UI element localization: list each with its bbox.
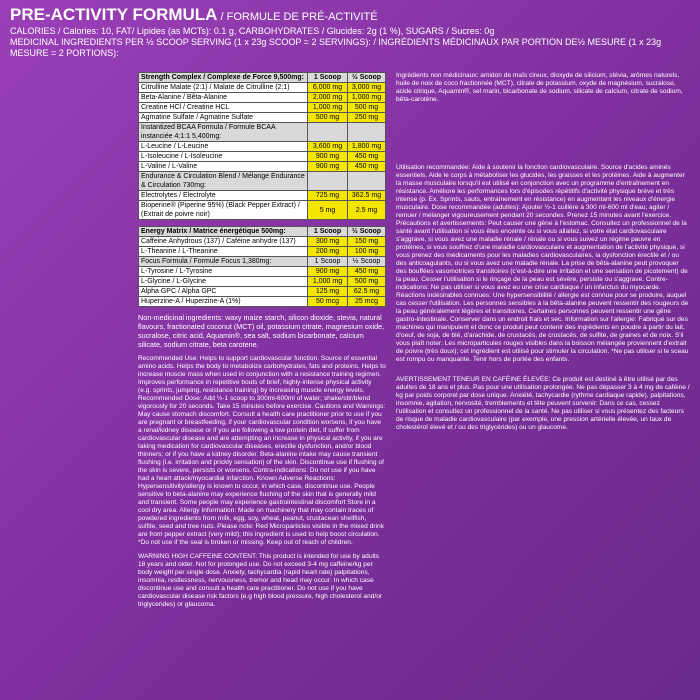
table-cell-name: L-Tyrosine / L-Tyrosine	[139, 267, 308, 277]
table-cell-c2: 62.5 mg	[348, 287, 386, 297]
table-cell-name: L-Isoleucine / L-Isoleucine	[139, 152, 308, 162]
page-title: PRE-ACTIVITY FORMULA / FORMULE DE PRÉ-ACTIVITÉ	[10, 5, 378, 24]
table-cell-c1: 500 mg	[308, 113, 348, 123]
table-cell-c2: 450 mg	[348, 267, 386, 277]
table-cell-c1: 900 mg	[308, 162, 348, 172]
table-cell-c2: 100 mg	[348, 247, 386, 257]
table-cell-c1: 1,000 mg	[308, 103, 348, 113]
table-cell-name: Alpha GPC / Alpha GPC	[139, 287, 308, 297]
table-row	[139, 191, 386, 201]
table-cell-c1: 2,000 mg	[308, 93, 348, 103]
table-row	[139, 93, 386, 103]
table-cell-c1: 300 mg	[308, 237, 348, 247]
recommended-use: Recommended Use: Helps to support cardiovascular function. Source of essential amino acids. Helps the body to metabolize carbohydrates, fats and proteins. Helps to increase muscle mass when used in conjunction with a resistance training regimen. Improves performance in repetitive bouts of brief, highly-intense physical activity (e.g. sprints, jumping, resistance training) by increasing muscle energy levels. Recommended Dose: Add ½-1 scoop to 300ml-600ml of water; shake/stir/blend vigorously for 20 seconds. Take 15 minutes before exercise. Cautions and Warnings: May cause stomach discomfort. Consult a health care practitioner prior to use if you are pregnant or breastfeeding, if your cardiovascular condition worsens, if you have a renal/kidney disease or if you are following a low protein diet, if suffer from cardiovascular disease and are attempting an increase in physical activity, if you are taking medication for cardiovascular diseases, erectile dysfunction, and/or blood thinners; or if you have a kidney disorder. Beta-alanine intake may cause transient flushing (i.e. irritation and prickly sensation) of the skin. Discontinue use if flushing of the skin is severe, persists or worsens. Contra-indications: Do not use if you have had a heart attack/myocardial infarction. Known Adverse Reactions: Hypersensitivity/allergy is known to occur, in which case, discontinue use. People sensitive to beta-alanine may experience flushing of the skin that is generally mild and transient. Some people may experience gastrointestinal discomfort Store in a cool dry area. Allergy Information: Made on machinery that may contain traces of powdered ingredients from milk, egg, soy, wheat, peanut, crustacean shellfish, sulfite, seed and tree nuts. Please note: Red Microparticles visible in the mixed drink are from pepper extract (very mild); this ingredient is used to help boost circulation. *Do not use if the seal is broken or missing. Keep out of reach of children.	[138, 355, 386, 546]
table-cell-c2	[348, 172, 386, 191]
energy-table	[138, 226, 386, 307]
table-row	[139, 123, 386, 142]
table-cell-c1: 1 Scoop	[308, 257, 348, 267]
table-row	[139, 162, 386, 172]
table-row	[139, 237, 386, 247]
table-cell-c1: 5 mg	[308, 201, 348, 220]
table-row	[139, 83, 386, 93]
table-cell-name: L-Theanine / L-Theanine	[139, 247, 308, 257]
table-cell-c2: 1,000 mg	[348, 93, 386, 103]
right-column	[396, 72, 690, 438]
table-cell-name: Endurance & Circulation Blend / Mélange Endurance & Circulation 730mg:	[139, 172, 308, 191]
table-row	[139, 257, 386, 267]
table-row	[139, 227, 386, 237]
table-row	[139, 297, 386, 307]
table-cell-c1	[308, 123, 348, 142]
table-row	[139, 152, 386, 162]
table-cell-name: L-Glycine / L-Glycine	[139, 277, 308, 287]
table-cell-c2: ½ Scoop	[348, 257, 386, 267]
strength-table	[138, 72, 386, 220]
table-cell-c2: 25 mcg	[348, 297, 386, 307]
table-cell-name: L-Leucine / L-Leucine	[139, 142, 308, 152]
table-cell-c2: 500 mg	[348, 277, 386, 287]
table-cell-c1: 1 Scoop	[308, 73, 348, 83]
table-cell-name: Bioperine® (Piperine 95%) (Black Pepper Extract) / (Extrait de poivre noir)	[139, 201, 308, 220]
table-row	[139, 201, 386, 220]
table-cell-name: Creatine HCl / Creatine HCL	[139, 103, 308, 113]
table-cell-name: Electrolytes / Electrolyte	[139, 191, 308, 201]
table-cell-name: Focus Formula / Formule Focus 1,380mg:	[139, 257, 308, 267]
table-row	[139, 247, 386, 257]
table-row	[139, 103, 386, 113]
table-cell-c1	[308, 172, 348, 191]
table-cell-c1: 900 mg	[308, 152, 348, 162]
table-cell-c2: 500 mg	[348, 103, 386, 113]
left-column	[138, 72, 386, 615]
non-medicinal-ingredients: Non-medicinal ingredients: waxy maize starch, silicon dioxide, stevia, natural flavours, fractionated coconut (MCT) oil, potassium citrate, magnesium oxide, sucralose, citric acid, Aquamin®, sea salt, sodium bicarbonate, calcium silicate, sodium citrate, beta carotene.	[138, 313, 385, 349]
table-cell-c2: 150 mg	[348, 237, 386, 247]
table-cell-name: Strength Complex / Complexe de Force 9,500mg:	[139, 73, 308, 83]
table-cell-name: L-Valine / L-Valine	[139, 162, 308, 172]
table-cell-c1: 200 mg	[308, 247, 348, 257]
table-cell-name: Instantized BCAA Formula / Formule BCAA instanciée 4:1:1 5,400mg:	[139, 123, 308, 142]
calories-line: CALORIES / Calories: 10, FAT/ Lipides (as MCTs): 0.1 g, CARBOHYDRATES / Glucides: 2g (1 %), SUGARS / Sucres: 0g	[10, 26, 495, 36]
table-cell-name: Caffeine Anhydrous (137) / Caféine anhydre (137)	[139, 237, 308, 247]
table-cell-c2: 450 mg	[348, 162, 386, 172]
table-cell-name: Citrulline Malate (2:1) / Malate de Citrulline (2:1)	[139, 83, 308, 93]
table-row	[139, 277, 386, 287]
table-cell-c1: 6,000 mg	[308, 83, 348, 93]
table-cell-c1: 50 mcg	[308, 297, 348, 307]
table-cell-name: Energy Matrix / Matrice énergétique 500mg:	[139, 227, 308, 237]
table-cell-name: Agmatine Sulfate / Agmatine Sulfate	[139, 113, 308, 123]
caffeine-warning: WARNING HIGH CAFFEINE CONTENT: This product is intended for use by adults 18 years and older. Not for prolonged use. Do not exceed 3-4 mg caffeine/kg per body weight per single dose. Anxiety, tachycardia (rapid heart rate) palpitations, insomnia, restlessness, nervousness, tremor and head may occur: In which case discontinue use and consult a health care practitioner. Do not use if you have cardiovascular disease risk factors (e.g high blood pressure, high cholesterol and/or triglycerides) or glaucoma.	[138, 553, 383, 608]
table-row	[139, 267, 386, 277]
caffeine-warning-fr: AVERTISSEMENT TENEUR EN CAFÉINE ÉLEVÉE: Ce produit est destiné à être utilisé par des adultes de 18 ans et plus. Pas pour une utilisation prolongée. Ne pas dépasser 3 à 4 mg de caféine / kg par poids corporel par dose unique. Anxiété, tachycardie (rythme cardiaque rapide), palpitations, insomnie, agitation, nervosité, tremblements et tête peuvent survenir: Dans ce cas, cessez l'utilisation et consultez un professionnel de la santé. Ne pas utiliser si vous présentez des facteurs de risque de maladie cardiovasculaire (par exemple, une pression artérielle élevée, un taux de cholestérol élevé et / ou des triglycérides) ou un glaucome.	[396, 376, 690, 431]
table-cell-c1: 125 mg	[308, 287, 348, 297]
recommended-use-fr: Utilisation recommandée: Aide à soutenir la fonction cardiovasculaire. Source d'acides aminés essentiels. Aide le corps à métaboliser les glucides, les graisses et les protéines. Aide à augmenter la masse musculaire lorsqu'il est utilisé en conjonction avec un programme d'entraînement en résistance. Améliore les performances lors d'épisodes répétitifs d'activité physique brève et très intense (p. Ex. Sprints, sauts, entraînement en résistance) en augmentant les niveaux d'énergie musculaire. Dose recommandée (adultes): Ajouter ½-1 cuillère à 300 ml-600 ml d'eau; agiter / remuer / mélanger vigoureusement pendant 20 secondes. Prenez 15 minutes avant l'exercice. Précautions et avertissements: Peut causer une gêne à l'estomac. Consultez un professionnel de la santé avant l'utilisation si vous êtes enceinte ou si vous allaitez, si votre état cardiovasculaire s'aggrave, si vous avez une maladie rénale / rénale ou si vous suivez un régime pauvre en protéines, si vous souffrez d'une maladie cardiovasculaire et augmentation de l'activité physique, si vous prenez des médicaments pour les maladies cardiovasculaires, la dysfonction érectile et / ou des anticoagulants, ou si vous avez une maladie rénale. La prise de bêta-alanine peut provoquer des bouffées vasomotrices transitoires (c'est-à-dire une irritation et une sensation de picotement) de la peau. Cesser l'utilisation si le rinçage de la peau est sévère, persiste ou s'aggrave. Contre-indications: Ne pas utiliser si vous avez eu une crise cardiaque / un infarctus du myocarde. Réactions indésirables connues: Une hypersensibilité / allergie est connue pour se produire, auquel cas cesser l'utilisation. Les personnes sensibles à la bêta-alanine peuvent ressentir des rougeurs de la peau généralement légères et transitoires. Certaines personnes peuvent ressentir une gêne gastro-intestinale. Conserver dans un endroit frais et sec. Information sur l'allergie: Fabriqué sur des machines qui manipulent et donc ce produit peut contenir des ingrédients en poudre à partir du lait, d'oeuf, de soja, de blé, d'arachide, de crustacés, de crustacés, de sulfite, de graines et de noix. S'il vous plaît noter: Les microparticules rouges visibles dans la boisson mélangée proviennent d'extrait de poivre (très doux); cet ingrédient est utilisé pour stimuler la circulation. *Ne pas utiliser si le sceau est rompu ou manquante. Tenir hors de portée des enfants.	[396, 164, 689, 363]
table-row	[139, 287, 386, 297]
table-cell-name: Huperzine-A / Huperzine-A (1%)	[139, 297, 308, 307]
table-cell-c1: 1,000 mg	[308, 277, 348, 287]
table-cell-c2: ½ Scoop	[348, 227, 386, 237]
table-cell-c2: 1,800 mg	[348, 142, 386, 152]
table-cell-c1: 900 mg	[308, 267, 348, 277]
non-medicinal-ingredients-fr: Ingrédients non médicinaux: amidon de maïs cireux, dioxyde de silicium, stévia, arômes naturels, huile de noix de coco fractionnée (MCT), citrate de potassium, oxyde de magnésium, sucralose, acide citrique, Aquamin®, sel marin, bicarbonate de sodium, silicate de calcium, citrate de sodium, bêta-carotène.	[396, 72, 683, 103]
table-cell-c2: 362.5 mg	[348, 191, 386, 201]
medicinal-line: MEDICINAL INGREDIENTS PER ½ SCOOP SERVING (1 x 23g SCOOP = 2 SERVINGS): / INGRÉDIENTS MÉDICINAUX PAR PORTION DE½ MESURE (1 x 23g MESURE = 2 PORTIONS):	[10, 37, 662, 58]
table-row	[139, 73, 386, 83]
table-cell-c2: ½ Scoop	[348, 73, 386, 83]
table-cell-c2	[348, 123, 386, 142]
table-cell-c1: 725 mg	[308, 191, 348, 201]
table-cell-c2: 3,000 mg	[348, 83, 386, 93]
table-cell-c1: 1 Scoop	[308, 227, 348, 237]
table-row	[139, 142, 386, 152]
table-row	[139, 172, 386, 191]
table-cell-c1: 3,600 mg	[308, 142, 348, 152]
table-cell-c2: 450 mg	[348, 152, 386, 162]
table-cell-name: Beta-Alanine / Bêta-Alanine	[139, 93, 308, 103]
table-cell-c2: 2.5 mg	[348, 201, 386, 220]
table-row	[139, 113, 386, 123]
table-cell-c2: 250 mg	[348, 113, 386, 123]
